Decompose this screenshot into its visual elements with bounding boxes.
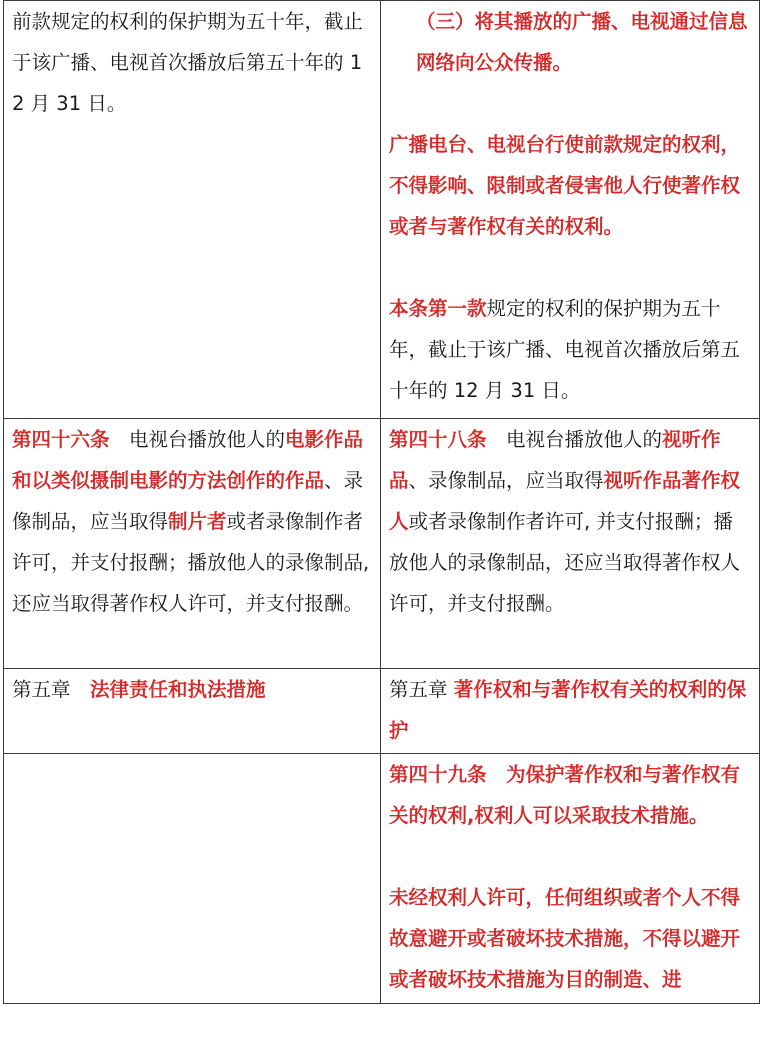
chapter-heading (389, 669, 751, 751)
table-cell-new (381, 754, 760, 1004)
item-three: （三）将其播放的广播、电视通过信息网络向公众传播。 (416, 10, 748, 74)
chapter-title: 法律责任和执法措施 (90, 678, 266, 701)
article-number: 第四十六条 (12, 428, 110, 451)
table-row (4, 419, 760, 669)
paragraph: 第四十九条 为保护著作权和与著作权有关的权利,权利人可以采取技术措施。 (389, 763, 741, 827)
spacer (389, 83, 751, 124)
text: 或者录像制作者许可，并支付报酬；播放他人的录像制品,还应当取得著作权人许可，并支付报酬。 (12, 510, 370, 615)
table-cell-old (4, 669, 381, 754)
chapter-title: 著作权和与著作权有关的权利的保护 (389, 678, 747, 742)
paragraph (12, 419, 372, 624)
text: 、录像制品，应当取得 (12, 469, 364, 533)
paragraph: 前款规定的权利的保护期为五十年，截止于该广播、电视首次播放后第五十年的 12 月 31 日。 (12, 10, 364, 115)
paragraph (389, 419, 751, 624)
table-row (4, 669, 760, 754)
text: 或者录像制作者许可, 并支付报酬；播放他人的录像制品，还应当取得著作权人许可，并支付报酬。 (389, 510, 741, 615)
paragraph: 未经权利人许可，任何组织或者个人不得故意避开或者破坏技术措施，不得以避开或者破坏技术措施为目的制造、进 (389, 886, 741, 991)
spacer (389, 836, 751, 877)
table-cell-old (4, 754, 381, 1004)
highlight: 视听作品著作权人 (389, 469, 741, 533)
text: 、录像制品，应当取得 (408, 469, 604, 492)
chapter-number: 第五章 (12, 678, 71, 701)
highlight: 制片者 (168, 510, 227, 533)
table-row (4, 754, 760, 1004)
article-number: 第四十八条 (389, 428, 487, 451)
spacer (389, 247, 751, 288)
table-cell-old (4, 419, 381, 669)
paragraph: 广播电台、电视台行使前款规定的权利，不得影响、限制或者侵害他人行使著作权或者与著作权有关的权利。 (389, 133, 741, 238)
text: 电视台播放他人的 (109, 428, 286, 451)
highlight: 视听作品 (389, 428, 721, 492)
chapter-number: 第五章 (389, 678, 448, 701)
text: 电视台播放他人的 (486, 428, 663, 451)
chapter-heading (12, 669, 372, 710)
text: 规定的权利的保护期为五十年，截止于该广播、电视首次播放后第五十年的 12 月 31 日。 (389, 297, 741, 402)
paragraph (389, 288, 751, 411)
table-row (4, 1, 760, 419)
highlight: 电影作品和以类似摄制电影的方法创作的作品 (12, 428, 364, 492)
table-cell-new (381, 419, 760, 669)
highlight: 本条第一款 (389, 297, 487, 320)
table-cell-new (381, 669, 760, 754)
table-cell-new (381, 1, 760, 419)
table-cell-old (4, 1, 381, 419)
comparison-table (3, 0, 760, 1004)
